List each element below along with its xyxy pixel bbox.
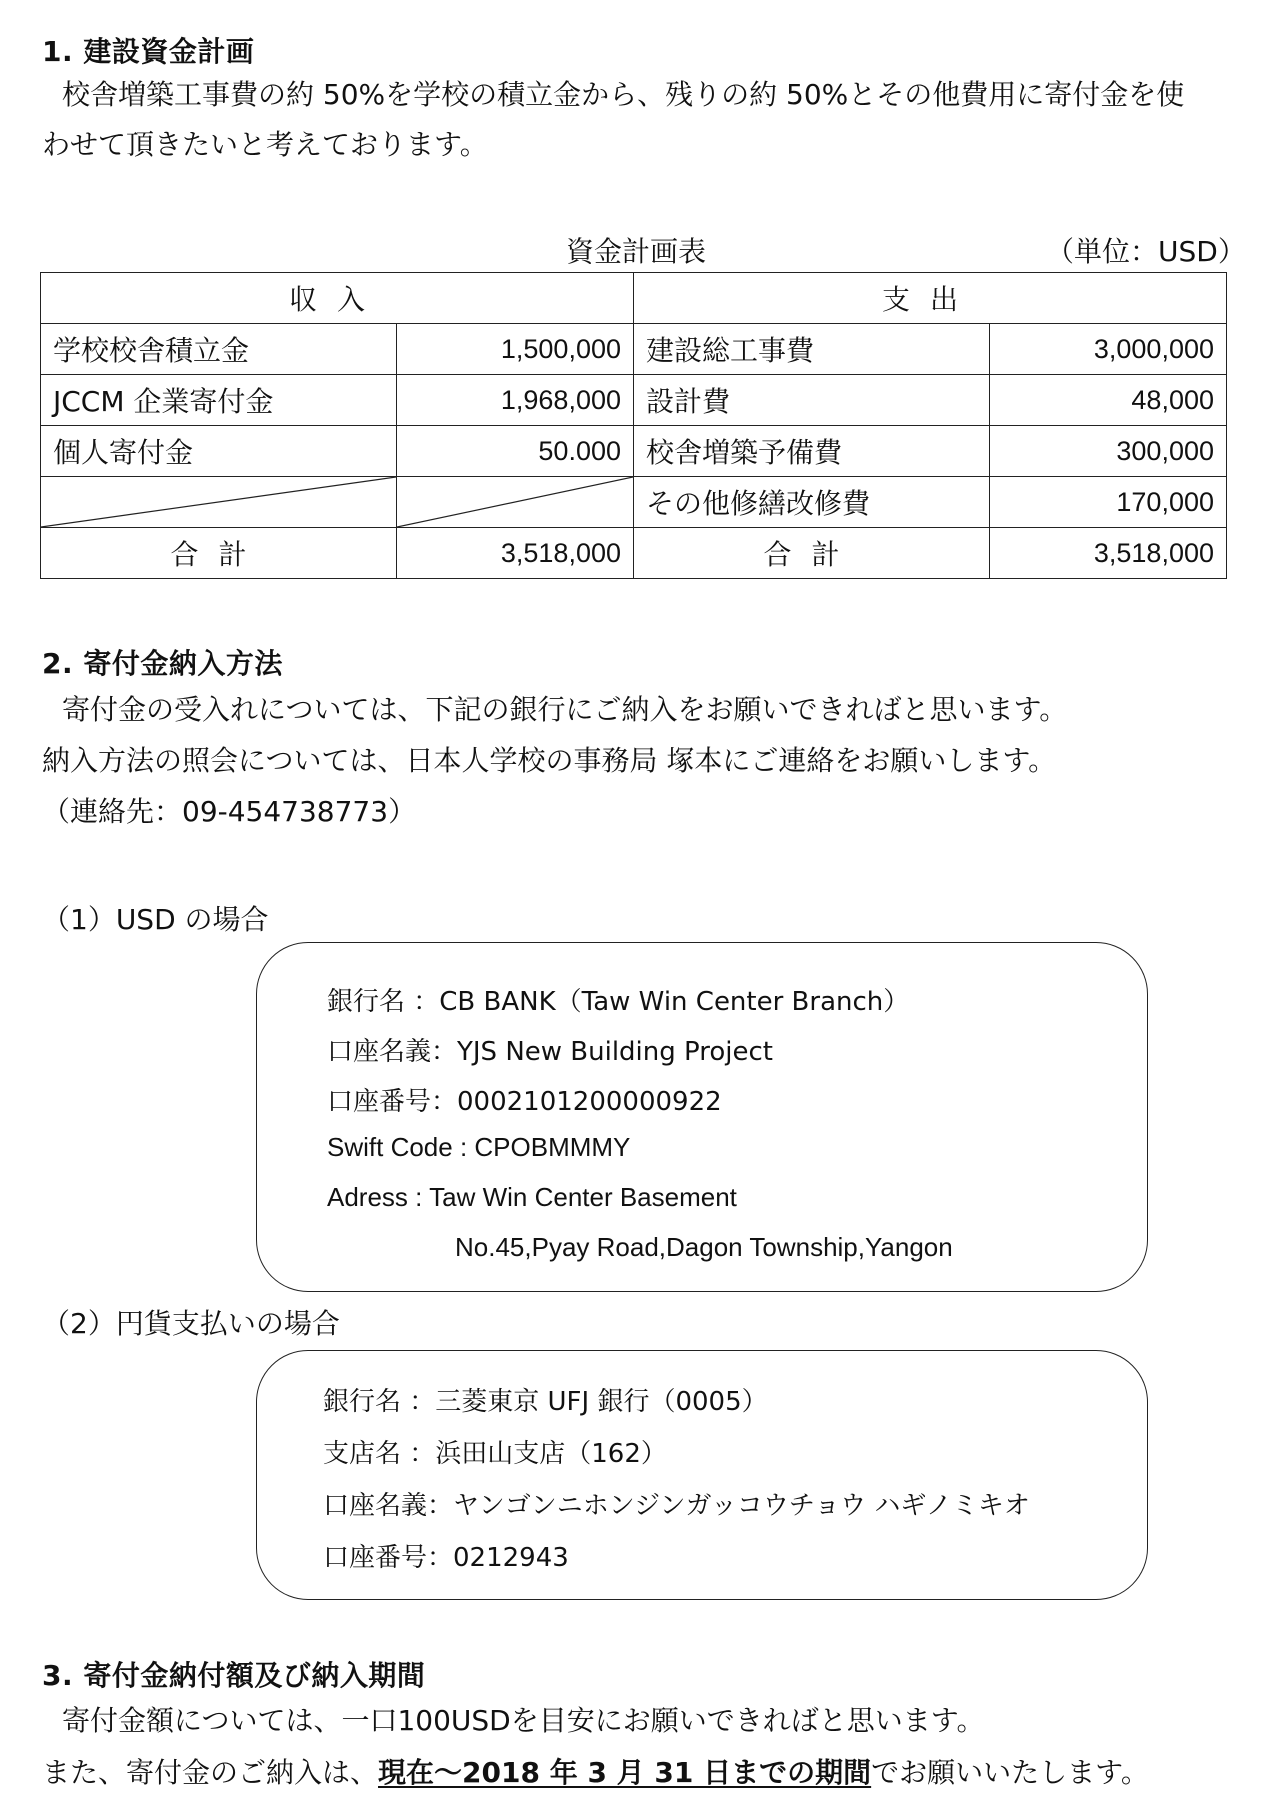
income-value: 1,500,000 [397,324,634,375]
section1-paragraph-line1: 校舎増築工事費の約 50%を学校の積立金から、残りの約 50%とその他費用に寄付金を使 [62,78,1185,111]
table-row [41,426,1227,477]
contact-line: （連絡先：09-454738773） [42,795,417,828]
jpy-bank-info-box [256,1350,1148,1600]
usd-account-number: 口座番号：0002101200000922 [327,1087,722,1117]
section3-line2-prefix: また、寄付金のご納入は、 [42,1756,379,1789]
empty-cell-diagonal [41,477,397,528]
usd-bank-name: 銀行名 ：CB BANK（Taw Win Center Branch） [327,987,910,1017]
section2-line2: 納入方法の照会については、日本人学校の事務局 塚本にご連絡をお願いします。 [42,744,1057,777]
income-total-label: 合計 [41,528,397,579]
expense-label: 校舎増築予備費 [634,426,990,477]
expense-value: 48,000 [990,375,1227,426]
income-total-value: 3,518,000 [397,528,634,579]
jpy-account-name: 口座名義：ヤンゴンニホンジンガッコウチョウ ハギノミキオ [323,1491,1030,1521]
section2-heading: 2. 寄付金納入方法 [42,647,283,680]
jpy-bank-name: 銀行名 ：三菱東京 UFJ 銀行（0005） [323,1387,768,1417]
table-unit: （単位：USD） [1046,235,1246,268]
expense-label: その他修繕改修費 [634,477,990,528]
section3-heading: 3. 寄付金納付額及び納入期間 [42,1659,426,1692]
income-value: 50.000 [397,426,634,477]
income-value: 1,968,000 [397,375,634,426]
diagonal-line-icon [41,477,396,527]
expense-value: 170,000 [990,477,1227,528]
table-row [41,375,1227,426]
expense-value: 300,000 [990,426,1227,477]
expense-total-value: 3,518,000 [990,528,1227,579]
table-row [41,477,1227,528]
expense-header: 支出 [634,273,1227,324]
income-label: 個人寄付金 [41,426,397,477]
usd-subheading: （1）USD の場合 [42,903,269,936]
income-label: 学校校舎積立金 [41,324,397,375]
table-header-row [41,273,1227,324]
usd-swift-code: Swift Code : CPOBMMMY [327,1132,631,1162]
section3-line2-suffix: でお願いいたします。 [871,1756,1149,1789]
expense-value: 3,000,000 [990,324,1227,375]
section3-line2 [42,1758,1149,1788]
fund-plan-table [40,272,1227,579]
table-row [41,324,1227,375]
jpy-account-number: 口座番号：0212943 [323,1543,569,1573]
usd-address-line2: No.45,Pyay Road,Dagon Township,Yangon [455,1232,953,1262]
expense-label: 建設総工事費 [634,324,990,375]
jpy-subheading: （2）円貨支払いの場合 [42,1307,340,1340]
income-label: JCCM 企業寄付金 [41,375,397,426]
expense-total-label: 合計 [634,528,990,579]
expense-label: 設計費 [634,375,990,426]
section1-heading: 1. 建設資金計画 [42,35,255,68]
section2-line1: 寄付金の受入れについては、下記の銀行にご納入をお願いできればと思います。 [62,693,1068,726]
usd-address-line1: Adress : Taw Win Center Basement [327,1182,737,1212]
section1-paragraph-line2: わせて頂きたいと考えております。 [42,128,488,161]
diagonal-line-icon [397,477,633,527]
deadline-emphasis: 現在～2018 年 3 月 31 日までの期間 [378,1756,872,1789]
usd-bank-info-box [256,942,1148,1292]
section3-line1: 寄付金額については、一口100USDを目安にお願いできればと思います。 [62,1704,985,1737]
empty-cell-diagonal [397,477,634,528]
income-header: 収入 [41,273,634,324]
usd-account-name: 口座名義：YJS New Building Project [327,1037,773,1067]
table-title: 資金計画表 [566,235,707,268]
table-total-row [41,528,1227,579]
jpy-branch-name: 支店名 ：浜田山支店（162） [323,1439,667,1469]
